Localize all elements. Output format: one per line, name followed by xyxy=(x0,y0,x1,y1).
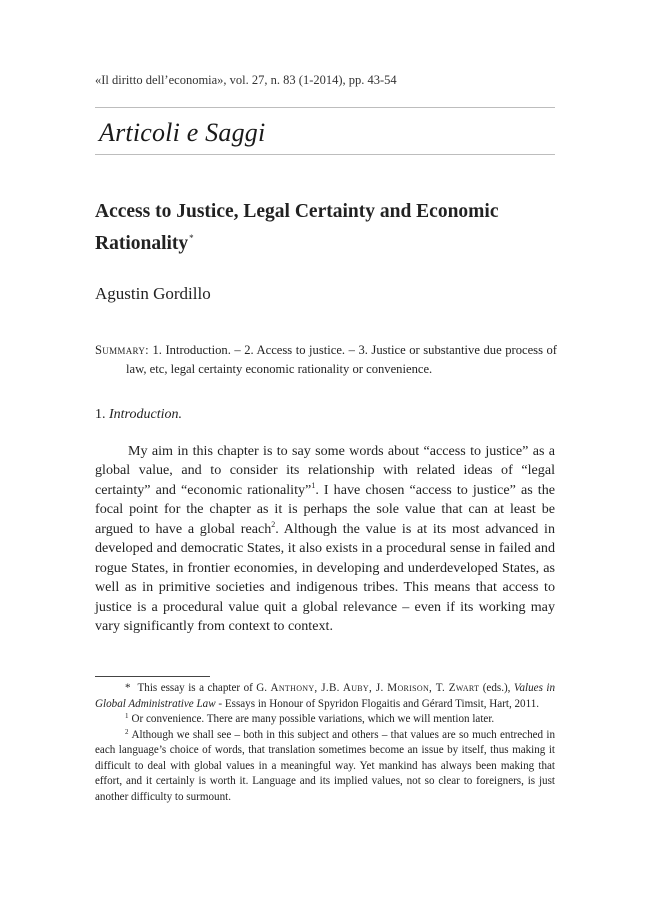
footnote-2-mark: 2 xyxy=(125,727,129,736)
body-paragraph xyxy=(95,442,555,637)
section-title: Articoli e Saggi xyxy=(99,118,266,147)
article-title xyxy=(95,198,565,257)
section-divider xyxy=(95,154,555,155)
summary-text: 1. Introduction. – 2. Access to justice. – 3. Justice or substantive due process of law, etc, legal certainty economic rationality or convenience. xyxy=(126,343,557,376)
section-number: 1. xyxy=(95,407,106,422)
section-heading-title: Introduction. xyxy=(109,407,182,422)
footnote-ref-2[interactable]: 2 xyxy=(271,519,276,529)
footnote-star-eds: (eds.), xyxy=(479,682,514,694)
summary xyxy=(95,341,557,378)
footnote-star-mark: * xyxy=(125,682,131,694)
footnote-star xyxy=(95,681,555,712)
footnote-1 xyxy=(95,712,555,728)
body-text-part-3: . Although the value is at its most advanced in developed and democratic States, it also exists in a procedural sense in failed and rogue States, in frontier economies, in developing and underdeveloped States, as well as in primitive societies and indigenous tribes. This means that access to justice is a procedural value quit a global relevance – even if its working may vary significantly from context to context. xyxy=(95,520,555,635)
footnotes xyxy=(95,681,555,805)
section-heading xyxy=(95,407,182,423)
footnote-star-book: Values in Global Administrative Law xyxy=(95,682,555,710)
body-text-part-1: My aim in this chapter is to say some words about “access to justice” as a global value, and to consider its relationship with related ideas of “legal certainty” and “economic rationality” xyxy=(95,443,555,498)
footnote-star-rest: - Essays in Honour of Spyridon Flogaitis and Gérard Timsit, Hart, 2011. xyxy=(215,697,540,710)
top-divider xyxy=(95,107,555,108)
body-text-part-2: . I have chosen “access to justice” as the focal point for the chapter as it is perhaps the sole value that can at least be argued to have a global reach xyxy=(95,481,556,537)
footnote-2 xyxy=(95,728,555,806)
footnote-star-authors: Anthony, J.B. Auby, J. Morison, T. Zwart xyxy=(270,682,480,694)
footnote-1-mark: 1 xyxy=(125,712,129,720)
footnote-separator xyxy=(95,676,210,677)
article-title-text: Access to Justice, Legal Certainty and Economic Rationality xyxy=(95,201,499,254)
footnote-star-lead: This essay is a chapter of G. xyxy=(137,682,271,694)
title-footnote-mark[interactable]: * xyxy=(189,233,194,243)
footnote-2-text: Although we shall see – both in this subject and others – that values are so much entreched in each language’s choice of words, that translation sometimes become an issue by itself, thus making it difficult to deal with global values in a meaningful way. Yet mankind has always been making that effort, and it certainly is worth it. Language and its implied values, not so clear to foreigners, is just another difficulty to surmount. xyxy=(95,728,555,803)
footnote-1-text: Or convenience. There are many possible variations, which we will mention later. xyxy=(131,713,495,725)
author-name: Agustin Gordillo xyxy=(95,284,211,303)
summary-label: Summary: xyxy=(95,343,149,357)
running-head: «Il diritto dell’economia», vol. 27, n. 83 (1-2014), pp. 43-54 xyxy=(95,73,397,87)
footnote-ref-1[interactable]: 1 xyxy=(311,480,316,490)
